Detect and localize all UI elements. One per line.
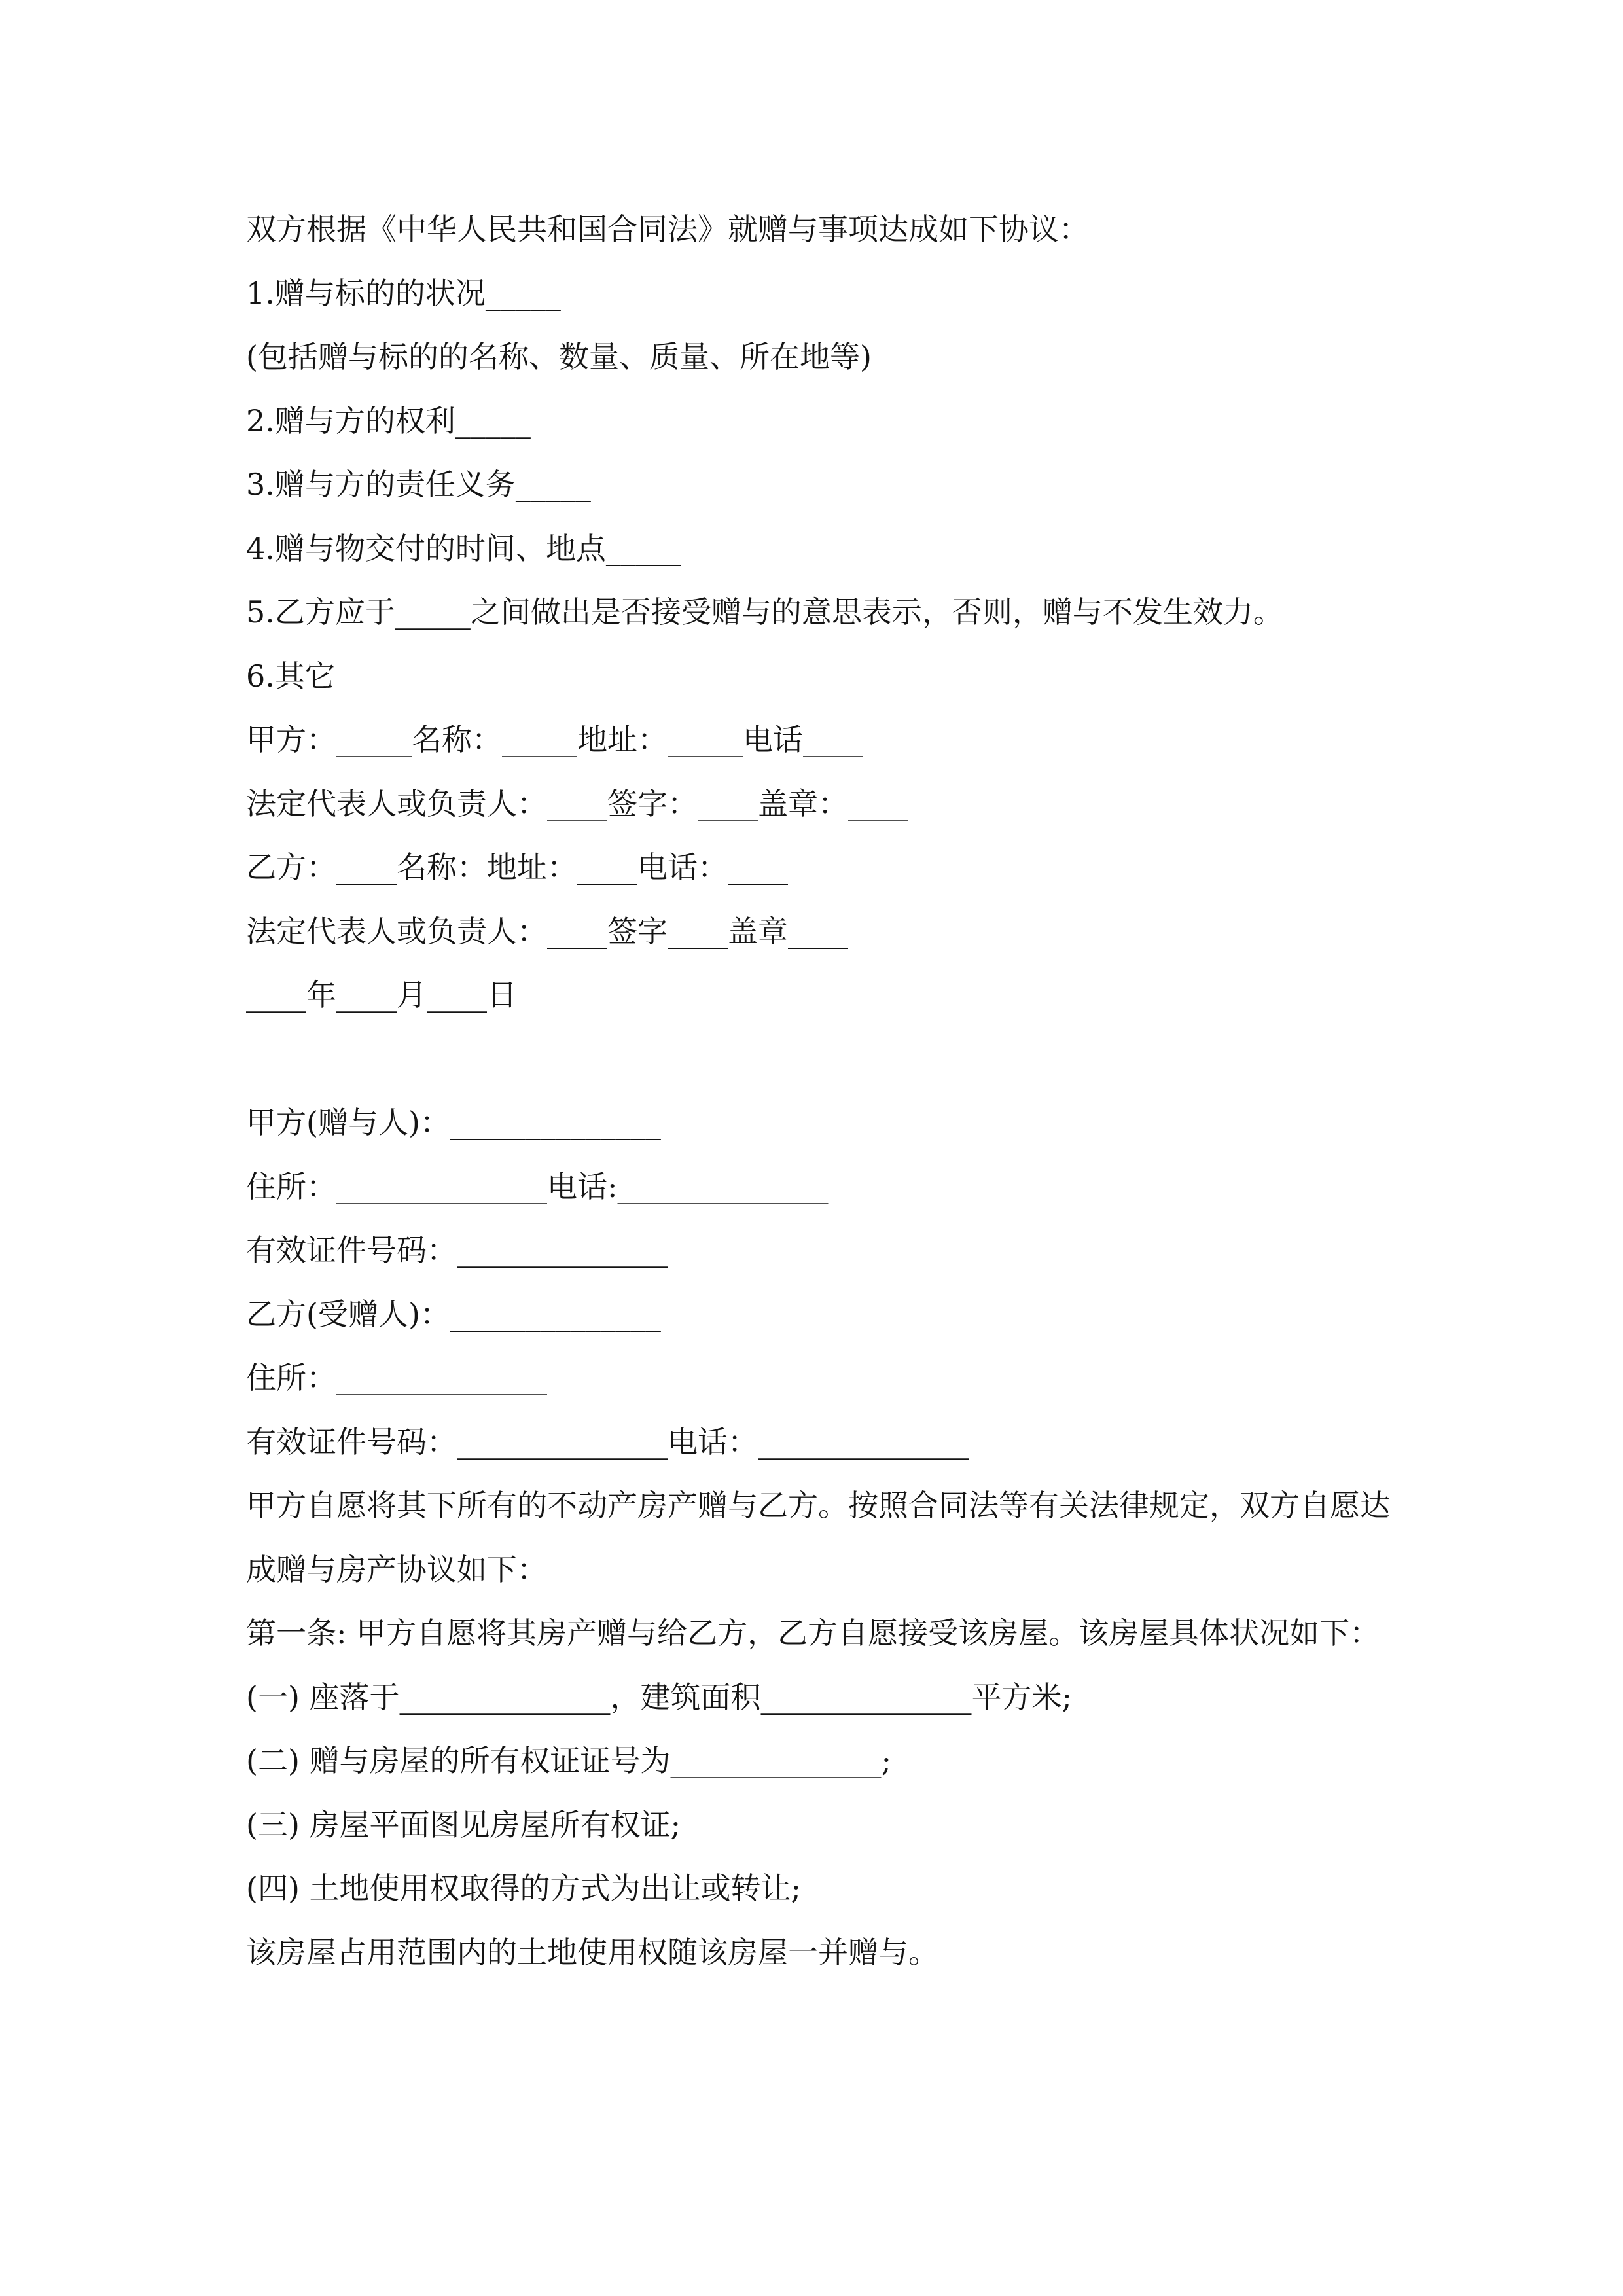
land-use-note: 该房屋占用范围内的土地使用权随该房屋一并赠与。 xyxy=(246,1934,938,1970)
intro-line: 双方根据《中华人民共和国合同法》就赠与事项达成如下协议： xyxy=(246,211,1089,247)
date-line: ____年____月____日 xyxy=(246,977,517,1013)
donor-id-number: 有效证件号码：______________ xyxy=(246,1232,668,1268)
article-1-item-2: (二) 赠与房屋的所有权证证号为______________; xyxy=(246,1743,892,1778)
party-b-info: 乙方：____名称：地址：____电话：____ xyxy=(246,850,788,885)
blank-line xyxy=(246,1028,1398,1092)
article-1: 第一条: 甲方自愿将其房产赠与给乙方，乙方自愿接受该房屋。该房屋具体状况如下： xyxy=(246,1615,1380,1651)
article-1-item-1: (一) 座落于______________，建筑面积______________平方米; xyxy=(246,1679,1073,1715)
party-a-info: 甲方：_____名称：_____地址：_____电话____ xyxy=(246,722,863,757)
clause-4: 4.赠与物交付的时间、地点_____ xyxy=(246,530,681,566)
article-1-item-3: (三) 房屋平面图见房屋所有权证; xyxy=(246,1806,681,1842)
donee-id-phone: 有效证件号码：______________电话：______________ xyxy=(246,1424,969,1460)
donor-line: 甲方(赠与人)：______________ xyxy=(246,1105,661,1140)
party-a-representative: 法定代表人或负责人：____签字：____盖章：____ xyxy=(246,785,908,821)
article-1-item-4: (四) 土地使用权取得的方式为出让或转让; xyxy=(246,1871,802,1906)
document-body xyxy=(246,198,1398,1984)
clause-3: 3.赠与方的责任义务_____ xyxy=(246,467,591,502)
clause-5: 5.乙方应于_____之间做出是否接受赠与的意思表示，否则，赠与不发生效力。 xyxy=(246,594,1283,630)
clause-6: 6.其它 xyxy=(246,658,335,694)
donor-address-phone: 住所：______________电话:______________ xyxy=(246,1168,829,1204)
clause-2: 2.赠与方的权利_____ xyxy=(246,403,531,439)
agreement-paragraph: 甲方自愿将其下所有的不动产房产赠与乙方。按照合同法等有关法律规定，双方自愿达成赠与房产协议如下： xyxy=(246,1488,1390,1587)
donee-line: 乙方(受赠人)：______________ xyxy=(246,1296,661,1332)
party-b-representative: 法定代表人或负责人：____签字____盖章____ xyxy=(246,913,848,949)
clause-1: 1.赠与标的的状况_____ xyxy=(246,275,561,311)
donee-address: 住所：______________ xyxy=(246,1360,547,1395)
clause-1-note: (包括赠与标的的名称、数量、质量、所在地等) xyxy=(246,339,872,374)
